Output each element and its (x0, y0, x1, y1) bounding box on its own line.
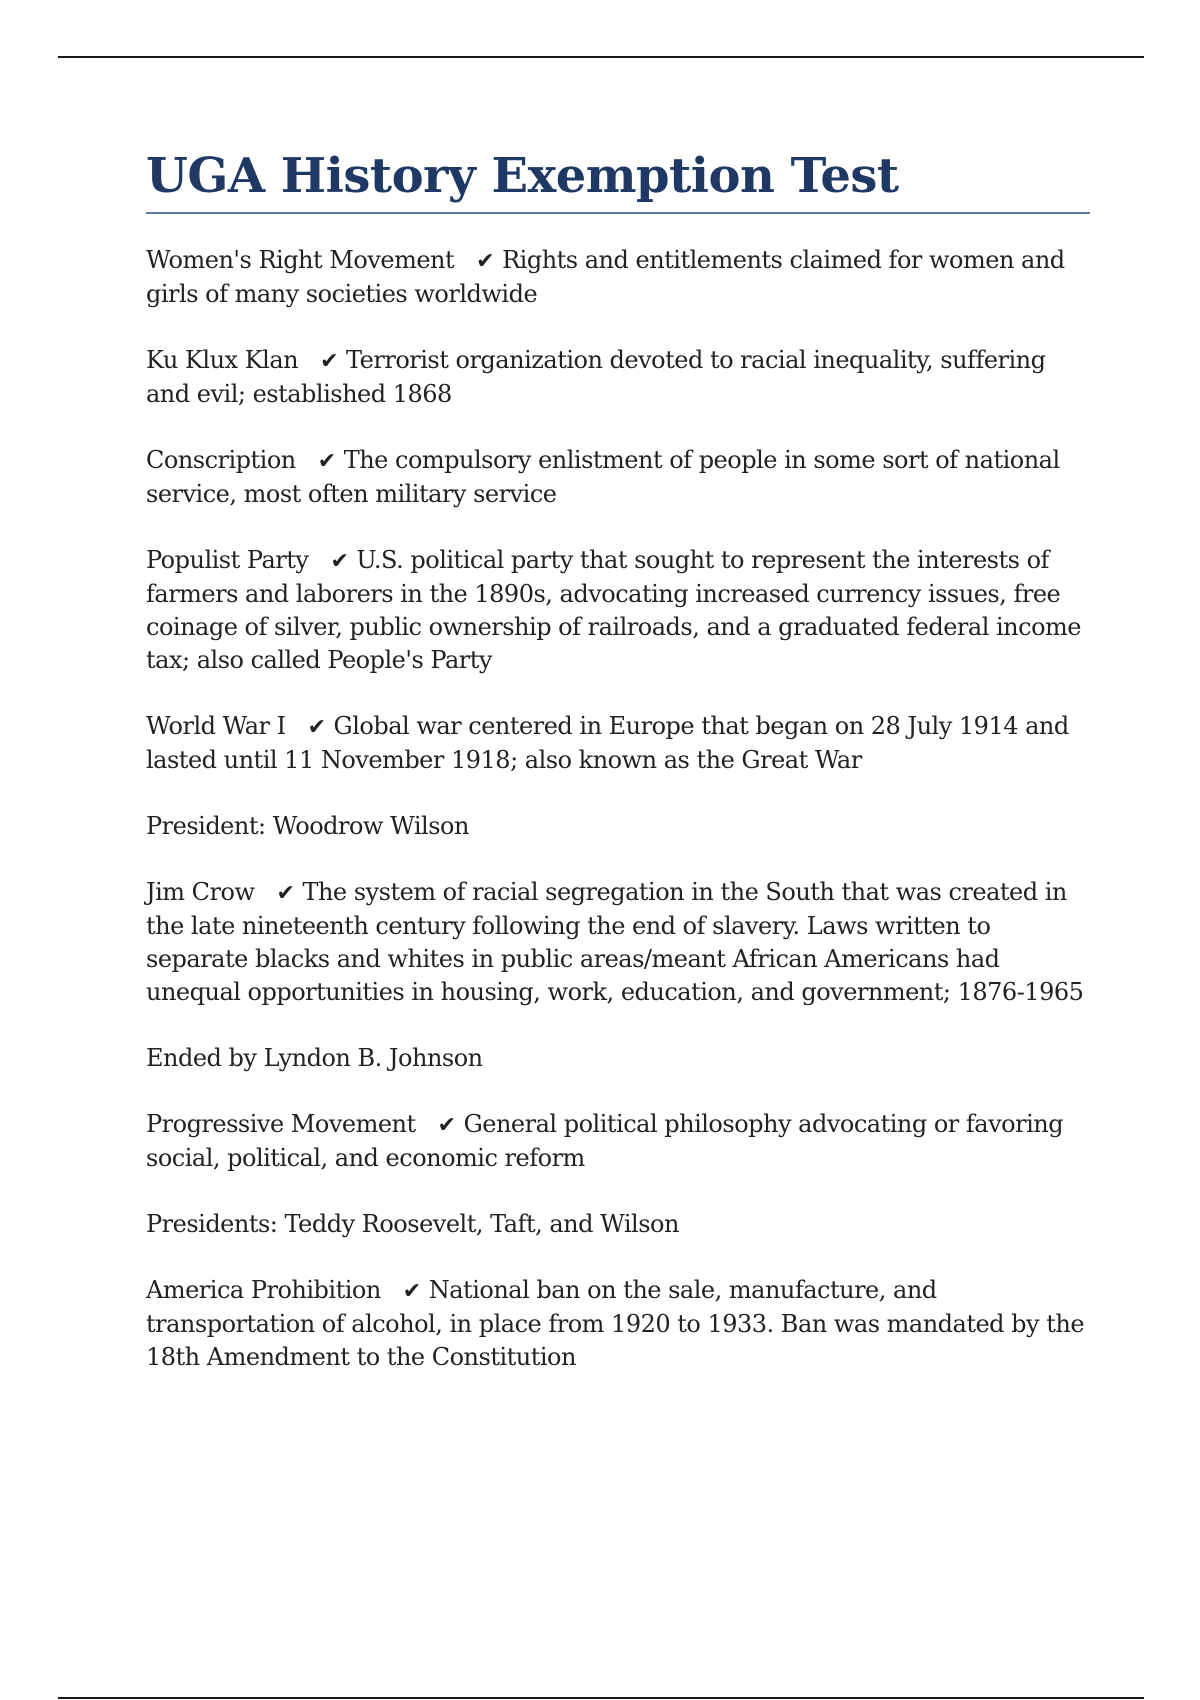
entry-term: Jim Crow (146, 878, 255, 906)
checkmark-icon: ✔ (317, 449, 336, 474)
entry-definition: The system of racial segregation in the South that was created in the late nineteenth century following the end of slavery. Laws written to separate blacks and whites in public areas/meant African Americans had unequal opportunities in housing, work, education, and government; 1876-1965 (146, 878, 1084, 1006)
entry-progressive-movement (146, 1108, 1090, 1175)
entry-definition: Global war centered in Europe that began on 28 July 1914 and lasted until 11 November 1918; also known as the Great War (146, 712, 1069, 774)
entry-term: World War I (146, 712, 286, 740)
checkmark-icon: ✔ (437, 1113, 456, 1138)
document-title: UGA History Exemption Test (146, 148, 899, 204)
entry-conscription (146, 444, 1090, 511)
entry-definition: National ban on the sale, manufacture, and transportation of alcohol, in place from 1920 to 1933. Ban was mandated by the 18th Amendment to the Constitution (146, 1276, 1085, 1371)
entry-world-war-i (146, 710, 1090, 777)
entry-jim-crow (146, 876, 1090, 1009)
entry-ku-klux-klan (146, 344, 1090, 411)
entry-definition: The compulsory enlistment of people in some sort of national service, most often military service (146, 446, 1060, 508)
entry-populist-party (146, 544, 1090, 677)
entry-note: Presidents: Teddy Roosevelt, Taft, and Wilson (146, 1210, 679, 1238)
checkmark-icon: ✔ (276, 881, 295, 906)
checkmark-icon: ✔ (307, 715, 326, 740)
checkmark-icon: ✔ (320, 349, 339, 374)
checkmark-icon: ✔ (330, 549, 349, 574)
entry-term: Progressive Movement (146, 1110, 416, 1138)
title-underline (146, 212, 1090, 214)
entry-note: Ended by Lyndon B. Johnson (146, 1044, 483, 1072)
entry-definition: General political philosophy advocating or favoring social, political, and economic reform (146, 1110, 1064, 1172)
footer-rule (58, 1697, 1144, 1699)
entry-definition: Terrorist organization devoted to racial inequality, suffering and evil; established 1868 (146, 346, 1046, 408)
entry-note: President: Woodrow Wilson (146, 812, 469, 840)
entry-term: Women's Right Movement (146, 246, 455, 274)
entry-america-prohibition (146, 1274, 1090, 1374)
entry-womens-right-movement (146, 244, 1090, 311)
header-rule (58, 56, 1144, 58)
entry-term: America Prohibition (146, 1276, 381, 1304)
checkmark-icon: ✔ (402, 1279, 421, 1304)
document-body (146, 140, 1090, 1407)
entry-term: Conscription (146, 446, 296, 474)
entry-term: Populist Party (146, 546, 309, 574)
entry-definition: U.S. political party that sought to represent the interests of farmers and laborers in the 1890s, advocating increased currency issues, free coinage of silver, public ownership of railroads, and a graduated federal income tax; also called People's Party (146, 546, 1081, 674)
entry-definition: Rights and entitlements claimed for women and girls of many societies worldwide (146, 246, 1065, 308)
checkmark-icon: ✔ (476, 249, 495, 274)
entry-term: Ku Klux Klan (146, 346, 299, 374)
